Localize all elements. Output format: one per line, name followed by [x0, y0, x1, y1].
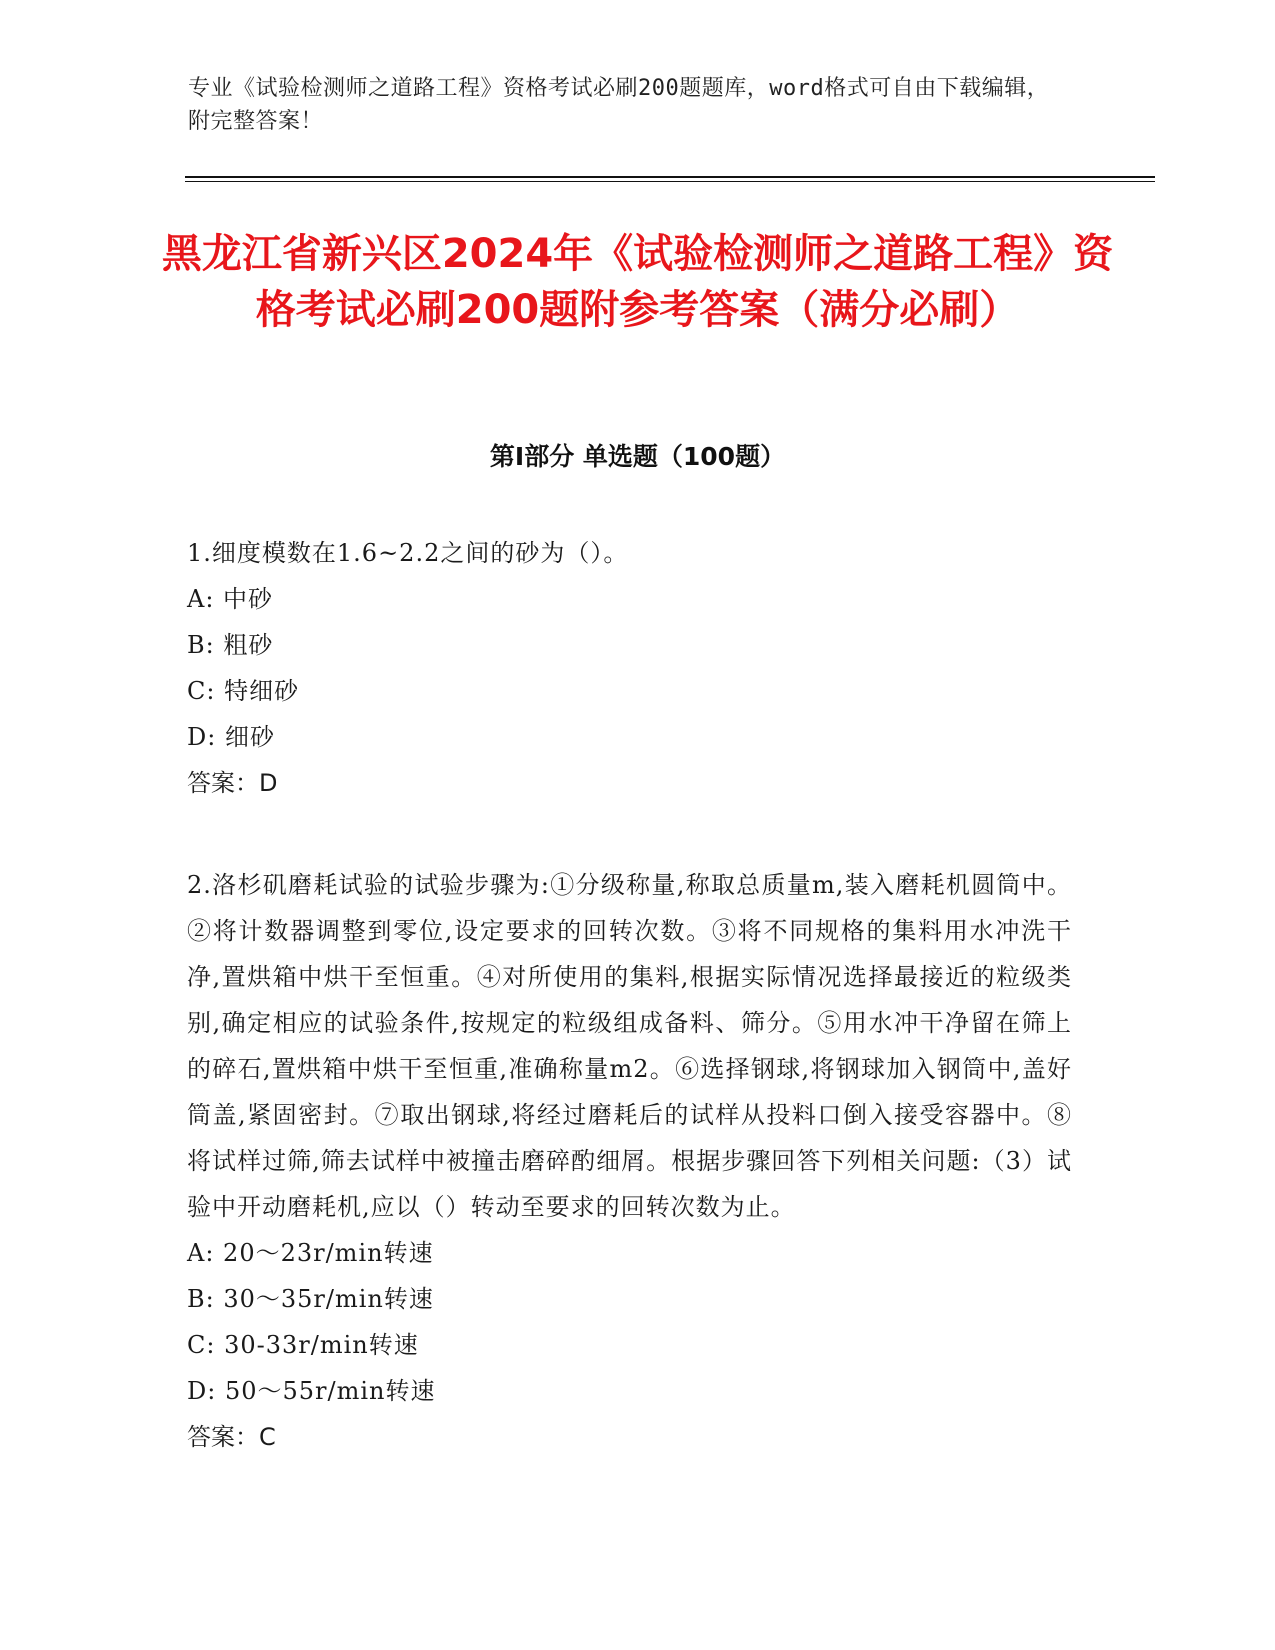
option-d: D: 细砂	[187, 723, 275, 751]
option-d: D: 50～55r/min转速	[187, 1377, 436, 1405]
answer-text: 答案：C	[187, 1423, 276, 1451]
question-item	[187, 862, 1072, 1460]
answer-text: 答案：D	[187, 769, 278, 797]
question-list	[187, 530, 1072, 1516]
option-c: C: 30-33r/min转速	[187, 1331, 419, 1359]
question-stem: 1.细度模数在1.6~2.2之间的砂为（）。	[187, 539, 629, 567]
option-b: B: 30～35r/min转速	[187, 1285, 434, 1313]
option-c: C: 特细砂	[187, 677, 300, 705]
option-a: A: 中砂	[187, 585, 274, 613]
option-a: A: 20～23r/min转速	[187, 1239, 434, 1267]
question-stem: 2.洛杉矶磨耗试验的试验步骤为:①分级称量,称取总质量m,装入磨耗机圆筒中。②将计数器调整到零位,设定要求的回转次数。③将不同规格的集料用水冲洗干净,置烘箱中烘干至恒重。④对所使用的集料,根据实际情况选择最接近的粒级类别,确定相应的试验条件,按规定的粒级组成备料、筛分。⑤用水冲干净留在筛上的碎石,置烘箱中烘干至恒重,准确称量m2。⑥选择钢球,将钢球加入钢筒中,盖好筒盖,紧固密封。⑦取出钢球,将经过磨耗后的试样从投料口倒入接受容器中。⑧将试样过筛,筛去试样中被撞击磨碎酌细屑。根据步骤回答下列相关问题:（3）试验中开动磨耗机,应以（）转动至要求的回转次数为止。	[187, 871, 1072, 1221]
section-heading: 第Ⅰ部分 单选题（100题）	[489, 442, 786, 471]
option-b: B: 粗砂	[187, 631, 274, 659]
question-item	[187, 530, 1072, 806]
document-title: 黑龙江省新兴区2024年《试验检测师之道路工程》资格考试必刷200题附参考答案（满分必刷）	[161, 231, 1114, 333]
header-divider-thick	[185, 176, 1155, 178]
header-divider-thin	[185, 181, 1155, 182]
header-note: 专业《试验检测师之道路工程》资格考试必刷200题题库，word格式可自由下载编辑，附完整答案！	[188, 76, 1050, 134]
